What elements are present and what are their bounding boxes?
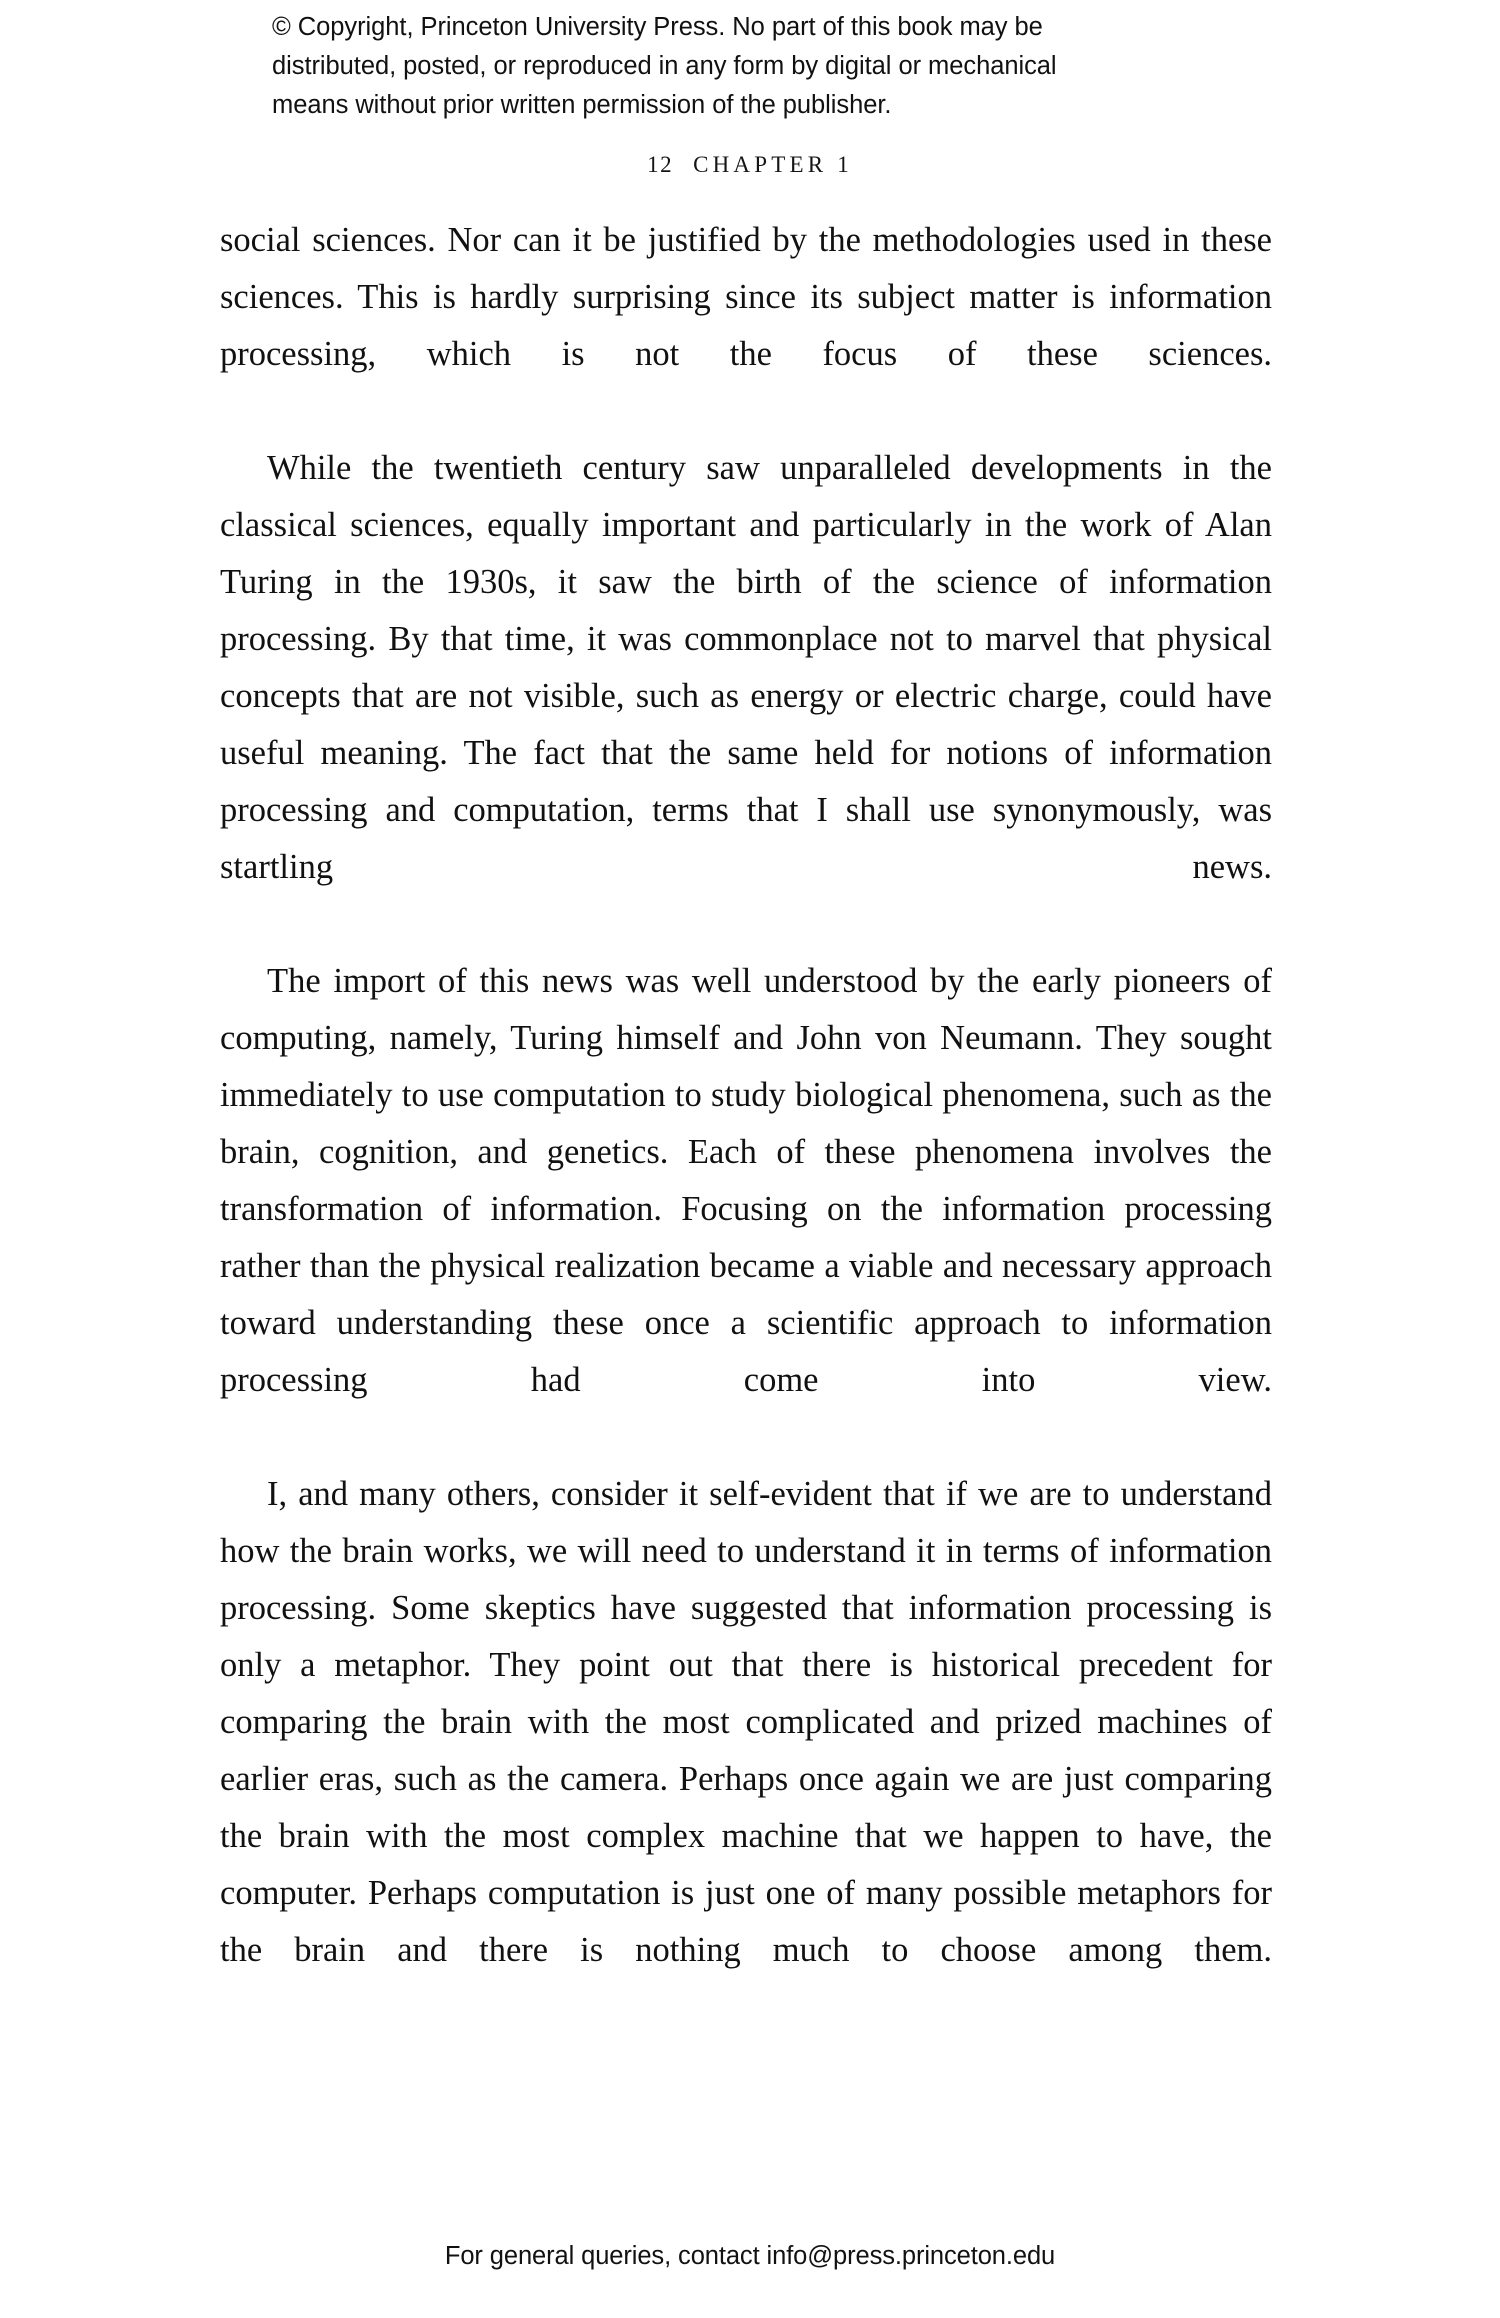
body-paragraph: The import of this news was well understood by the early pioneers of computing, namely, Turing himself and John von Neumann. They sought immediately to use computation to study biological phenomena, such as the brain, cognition, and genetics. Each of these phenomena involves the transformation of information. Focusing on the information processing rather than the physical realization became a viable and necessary approach toward understanding these once a scientific approach to information processing had come into view. bbox=[220, 962, 1272, 1399]
running-head bbox=[0, 152, 1500, 179]
body-paragraph: I, and many others, consider it self-evident that if we are to understand how the brain works, we will need to understand it in terms of information processing. Some skeptics have suggested that information processing is only a metaphor. They point out that there is historical precedent for comparing the brain with the most complicated and prized machines of earlier eras, such as the camera. Perhaps once again we are just comparing the brain with the most complex machine that we happen to have, the computer. Perhaps computation is just one of many possible metaphors for the brain and there is nothing much to choose among them. bbox=[220, 1475, 1272, 1969]
body-paragraph: While the twentieth century saw unparalleled developments in the classical sciences, equally important and particularly in the work of Alan Turing in the 1930s, it saw the birth of the science of information processing. By that time, it was commonplace not to marvel that physical concepts that are not visible, such as energy or electric charge, could have useful meaning. The fact that the same held for notions of information processing and computation, terms that I shall use synonymously, was startling news. bbox=[220, 449, 1272, 886]
copyright-notice-line-1: © Copyright, Princeton University Press. No part of this book may be bbox=[272, 13, 1043, 41]
page-folio-number: 12 bbox=[647, 152, 674, 177]
body-text-column bbox=[220, 212, 1272, 2036]
copyright-notice-line-2: distributed, posted, or reproduced in any form by digital or mechanical bbox=[272, 52, 1057, 80]
footer-general-queries: For general queries, contact info@press.princeton.edu bbox=[444, 2242, 1056, 2270]
copyright-notice-line-3: means without prior written permission of the publisher. bbox=[272, 91, 892, 119]
body-paragraph: social sciences. Nor can it be justified by the methodologies used in these sciences. This is hardly surprising since its subject matter is information processing, which is not the focus of these sciences. bbox=[220, 221, 1272, 373]
copyright-notice bbox=[272, 8, 1232, 125]
running-head-chapter-label: CHAPTER 1 bbox=[693, 152, 853, 177]
